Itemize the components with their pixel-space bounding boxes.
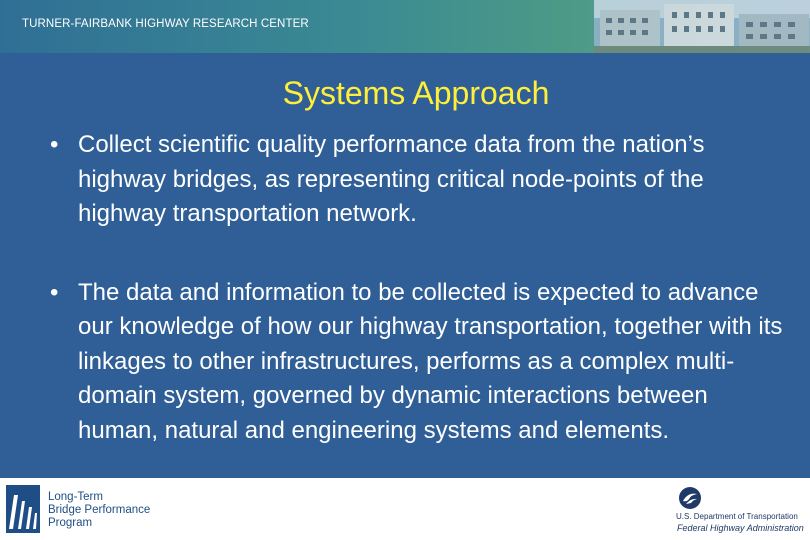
building-banner-image	[594, 0, 810, 53]
bullet-glyph: •	[50, 131, 59, 158]
usdot-logo-icon	[678, 486, 702, 510]
footer-bar	[0, 478, 810, 540]
bullet-item	[48, 128, 788, 232]
bullet-item	[48, 276, 788, 449]
bullet-list	[48, 128, 788, 448]
bullet-text: The data and information to be collected is expected to advance our knowledge of how our highway transportation, together with its linkages to other infrastructures, performs as a complex multi-domain system, governed by dynamic interactions between human, natural and engineering systems and elements.	[78, 278, 783, 444]
usdot-name: U.S. Department of Transportation	[676, 512, 798, 521]
ltbp-line: Bridge Performance	[48, 504, 151, 516]
header-bar	[0, 0, 810, 53]
organization-name: TURNER-FAIRBANK HIGHWAY RESEARCH CENTER	[22, 18, 309, 30]
ltbp-line: Program	[48, 517, 93, 529]
ltbp-logo-text	[48, 491, 150, 530]
ltbp-line: Long-Term	[48, 491, 103, 503]
bullet-text: Collect scientific quality performance data from the nation’s highway bridges, as representing critical node-points of the highway transportation network.	[78, 131, 705, 227]
fhwa-name: Federal Highway Administration	[677, 523, 804, 533]
slide-title: Systems Approach	[282, 75, 550, 111]
bullet-glyph: •	[50, 278, 59, 306]
ltbp-logo-icon	[6, 485, 40, 533]
